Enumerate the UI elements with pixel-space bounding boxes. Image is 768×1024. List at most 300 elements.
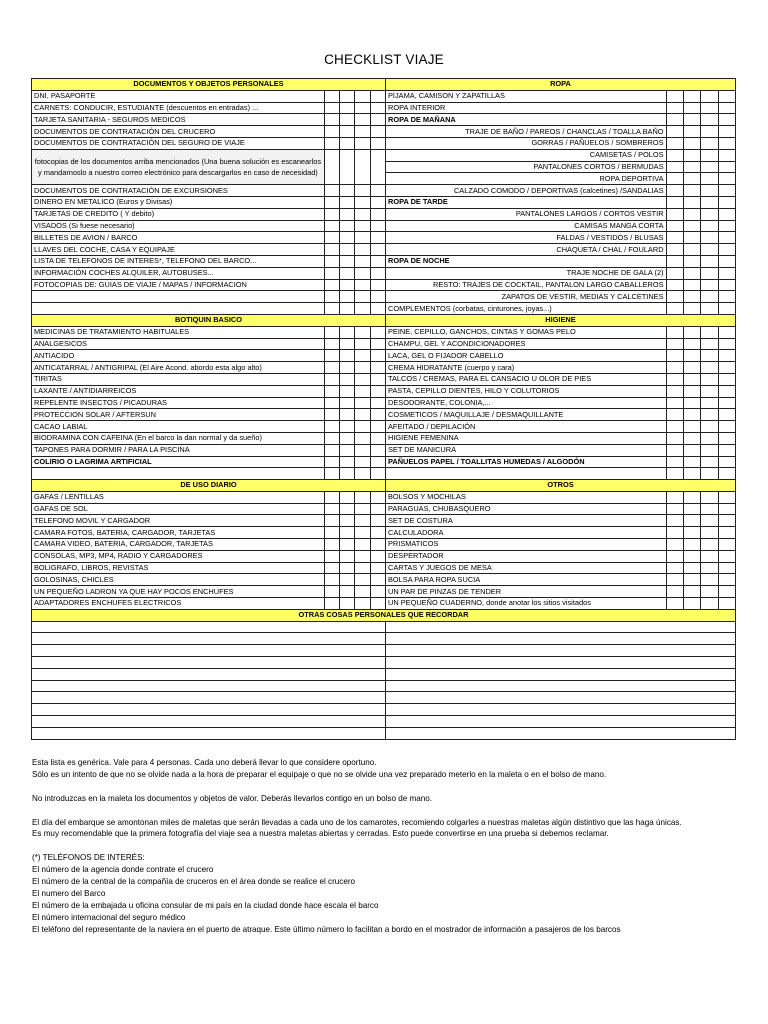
left-checkbox-cell[interactable] [324,137,339,149]
right-checkbox-cell[interactable] [701,303,718,315]
left-checkbox-cell[interactable] [340,102,355,114]
right-checkbox-cell[interactable] [718,126,735,138]
left-checkbox-cell[interactable] [324,232,339,244]
right-checkbox-cell[interactable] [701,102,718,114]
right-checkbox-cell[interactable] [683,362,700,374]
right-checkbox-cell[interactable] [718,373,735,385]
right-checkbox-cell[interactable] [666,149,683,161]
right-checkbox-cell[interactable] [718,385,735,397]
left-checkbox-cell[interactable] [355,444,370,456]
right-checkbox-cell[interactable] [683,409,700,421]
blank-entry-right[interactable] [386,727,736,739]
left-checkbox-cell[interactable] [370,338,385,350]
left-checkbox-cell[interactable] [340,397,355,409]
right-checkbox-cell[interactable] [718,196,735,208]
right-checkbox-cell[interactable] [701,409,718,421]
blank-entry-right[interactable] [386,621,736,633]
right-checkbox-cell[interactable] [701,444,718,456]
left-checkbox-cell[interactable] [370,149,385,184]
right-checkbox-cell[interactable] [683,173,700,185]
left-checkbox-cell[interactable] [355,303,370,315]
right-checkbox-cell[interactable] [701,562,718,574]
right-checkbox-cell[interactable] [718,303,735,315]
right-checkbox-cell[interactable] [718,90,735,102]
left-checkbox-cell[interactable] [324,303,339,315]
right-checkbox-cell[interactable] [683,185,700,197]
left-checkbox-cell[interactable] [370,267,385,279]
left-checkbox-cell[interactable] [340,220,355,232]
right-checkbox-cell[interactable] [718,137,735,149]
right-checkbox-cell[interactable] [718,574,735,586]
left-checkbox-cell[interactable] [370,574,385,586]
right-checkbox-cell[interactable] [701,539,718,551]
right-checkbox-cell[interactable] [701,126,718,138]
left-checkbox-cell[interactable] [355,432,370,444]
left-checkbox-cell[interactable] [370,562,385,574]
left-checkbox-cell[interactable] [355,586,370,598]
left-checkbox-cell[interactable] [340,208,355,220]
blank-entry-left[interactable] [32,645,386,657]
left-checkbox-cell[interactable] [355,468,370,480]
left-checkbox-cell[interactable] [324,527,339,539]
left-checkbox-cell[interactable] [324,114,339,126]
right-checkbox-cell[interactable] [666,421,683,433]
left-checkbox-cell[interactable] [370,444,385,456]
right-checkbox-cell[interactable] [718,338,735,350]
left-checkbox-cell[interactable] [370,586,385,598]
right-checkbox-cell[interactable] [683,598,700,610]
right-checkbox-cell[interactable] [666,255,683,267]
right-checkbox-cell[interactable] [683,385,700,397]
left-checkbox-cell[interactable] [370,126,385,138]
right-checkbox-cell[interactable] [683,303,700,315]
left-checkbox-cell[interactable] [355,255,370,267]
left-checkbox-cell[interactable] [324,208,339,220]
right-checkbox-cell[interactable] [718,149,735,161]
left-checkbox-cell[interactable] [355,574,370,586]
left-checkbox-cell[interactable] [370,279,385,291]
left-checkbox-cell[interactable] [370,232,385,244]
left-checkbox-cell[interactable] [340,503,355,515]
right-checkbox-cell[interactable] [718,185,735,197]
left-checkbox-cell[interactable] [370,303,385,315]
left-checkbox-cell[interactable] [370,373,385,385]
right-checkbox-cell[interactable] [666,527,683,539]
right-checkbox-cell[interactable] [683,279,700,291]
right-checkbox-cell[interactable] [701,491,718,503]
left-checkbox-cell[interactable] [324,444,339,456]
left-checkbox-cell[interactable] [355,126,370,138]
right-checkbox-cell[interactable] [666,137,683,149]
left-checkbox-cell[interactable] [370,137,385,149]
blank-entry-left[interactable] [32,716,386,728]
blank-entry-left[interactable] [32,657,386,669]
right-checkbox-cell[interactable] [718,586,735,598]
right-checkbox-cell[interactable] [666,550,683,562]
right-checkbox-cell[interactable] [666,114,683,126]
blank-entry-right[interactable] [386,633,736,645]
right-checkbox-cell[interactable] [683,350,700,362]
right-checkbox-cell[interactable] [683,515,700,527]
left-checkbox-cell[interactable] [355,244,370,256]
right-checkbox-cell[interactable] [701,232,718,244]
blank-entry-right[interactable] [386,645,736,657]
right-checkbox-cell[interactable] [666,267,683,279]
right-checkbox-cell[interactable] [718,102,735,114]
right-checkbox-cell[interactable] [683,291,700,303]
right-checkbox-cell[interactable] [666,562,683,574]
right-checkbox-cell[interactable] [666,232,683,244]
left-checkbox-cell[interactable] [340,303,355,315]
left-checkbox-cell[interactable] [370,114,385,126]
right-checkbox-cell[interactable] [701,196,718,208]
left-checkbox-cell[interactable] [370,90,385,102]
left-checkbox-cell[interactable] [355,527,370,539]
left-checkbox-cell[interactable] [324,326,339,338]
right-checkbox-cell[interactable] [718,220,735,232]
right-checkbox-cell[interactable] [718,161,735,173]
right-checkbox-cell[interactable] [683,421,700,433]
right-checkbox-cell[interactable] [701,90,718,102]
left-checkbox-cell[interactable] [324,267,339,279]
left-checkbox-cell[interactable] [370,185,385,197]
left-checkbox-cell[interactable] [340,350,355,362]
left-checkbox-cell[interactable] [340,279,355,291]
blank-entry-right[interactable] [386,692,736,704]
left-checkbox-cell[interactable] [324,102,339,114]
left-checkbox-cell[interactable] [324,90,339,102]
left-checkbox-cell[interactable] [340,491,355,503]
left-checkbox-cell[interactable] [340,527,355,539]
right-checkbox-cell[interactable] [718,562,735,574]
right-checkbox-cell[interactable] [701,149,718,161]
left-checkbox-cell[interactable] [324,468,339,480]
right-checkbox-cell[interactable] [701,421,718,433]
right-checkbox-cell[interactable] [718,350,735,362]
right-checkbox-cell[interactable] [701,362,718,374]
right-checkbox-cell[interactable] [666,409,683,421]
right-checkbox-cell[interactable] [683,468,700,480]
right-checkbox-cell[interactable] [718,527,735,539]
right-checkbox-cell[interactable] [701,574,718,586]
left-checkbox-cell[interactable] [324,373,339,385]
right-checkbox-cell[interactable] [666,456,683,468]
right-checkbox-cell[interactable] [718,397,735,409]
left-checkbox-cell[interactable] [370,350,385,362]
left-checkbox-cell[interactable] [355,421,370,433]
left-checkbox-cell[interactable] [324,397,339,409]
right-checkbox-cell[interactable] [683,373,700,385]
left-checkbox-cell[interactable] [324,149,339,184]
right-checkbox-cell[interactable] [718,598,735,610]
right-checkbox-cell[interactable] [701,503,718,515]
right-checkbox-cell[interactable] [683,456,700,468]
right-checkbox-cell[interactable] [666,503,683,515]
left-checkbox-cell[interactable] [340,244,355,256]
right-checkbox-cell[interactable] [683,149,700,161]
left-checkbox-cell[interactable] [340,468,355,480]
right-checkbox-cell[interactable] [701,244,718,256]
right-checkbox-cell[interactable] [666,350,683,362]
right-checkbox-cell[interactable] [718,244,735,256]
right-checkbox-cell[interactable] [701,550,718,562]
left-checkbox-cell[interactable] [355,598,370,610]
right-checkbox-cell[interactable] [718,503,735,515]
right-checkbox-cell[interactable] [701,515,718,527]
right-checkbox-cell[interactable] [683,161,700,173]
left-checkbox-cell[interactable] [340,373,355,385]
left-checkbox-cell[interactable] [370,456,385,468]
right-checkbox-cell[interactable] [683,562,700,574]
left-checkbox-cell[interactable] [340,291,355,303]
right-checkbox-cell[interactable] [718,255,735,267]
left-checkbox-cell[interactable] [340,90,355,102]
right-checkbox-cell[interactable] [666,385,683,397]
right-checkbox-cell[interactable] [683,326,700,338]
left-checkbox-cell[interactable] [355,385,370,397]
left-checkbox-cell[interactable] [324,456,339,468]
right-checkbox-cell[interactable] [701,220,718,232]
left-checkbox-cell[interactable] [370,515,385,527]
left-checkbox-cell[interactable] [324,574,339,586]
left-checkbox-cell[interactable] [340,267,355,279]
left-checkbox-cell[interactable] [324,421,339,433]
right-checkbox-cell[interactable] [666,126,683,138]
right-checkbox-cell[interactable] [718,232,735,244]
right-checkbox-cell[interactable] [666,279,683,291]
left-checkbox-cell[interactable] [340,598,355,610]
right-checkbox-cell[interactable] [701,137,718,149]
right-checkbox-cell[interactable] [701,468,718,480]
left-checkbox-cell[interactable] [340,185,355,197]
left-checkbox-cell[interactable] [370,503,385,515]
left-checkbox-cell[interactable] [324,350,339,362]
right-checkbox-cell[interactable] [718,173,735,185]
right-checkbox-cell[interactable] [701,185,718,197]
left-checkbox-cell[interactable] [324,279,339,291]
right-checkbox-cell[interactable] [701,598,718,610]
left-checkbox-cell[interactable] [355,279,370,291]
right-checkbox-cell[interactable] [701,161,718,173]
right-checkbox-cell[interactable] [683,102,700,114]
left-checkbox-cell[interactable] [370,432,385,444]
right-checkbox-cell[interactable] [701,114,718,126]
left-checkbox-cell[interactable] [340,550,355,562]
blank-entry-right[interactable] [386,668,736,680]
left-checkbox-cell[interactable] [324,586,339,598]
left-checkbox-cell[interactable] [324,598,339,610]
left-checkbox-cell[interactable] [355,550,370,562]
right-checkbox-cell[interactable] [683,550,700,562]
left-checkbox-cell[interactable] [340,409,355,421]
blank-entry-left[interactable] [32,668,386,680]
left-checkbox-cell[interactable] [355,267,370,279]
right-checkbox-cell[interactable] [683,196,700,208]
blank-entry-left[interactable] [32,633,386,645]
right-checkbox-cell[interactable] [718,267,735,279]
left-checkbox-cell[interactable] [324,491,339,503]
left-checkbox-cell[interactable] [355,456,370,468]
left-checkbox-cell[interactable] [370,220,385,232]
right-checkbox-cell[interactable] [683,267,700,279]
left-checkbox-cell[interactable] [370,468,385,480]
right-checkbox-cell[interactable] [666,574,683,586]
blank-entry-right[interactable] [386,657,736,669]
right-checkbox-cell[interactable] [718,468,735,480]
left-checkbox-cell[interactable] [370,539,385,551]
left-checkbox-cell[interactable] [370,255,385,267]
right-checkbox-cell[interactable] [701,267,718,279]
left-checkbox-cell[interactable] [370,598,385,610]
left-checkbox-cell[interactable] [370,196,385,208]
right-checkbox-cell[interactable] [683,503,700,515]
right-checkbox-cell[interactable] [718,326,735,338]
right-checkbox-cell[interactable] [666,208,683,220]
left-checkbox-cell[interactable] [370,326,385,338]
left-checkbox-cell[interactable] [355,539,370,551]
blank-entry-left[interactable] [32,704,386,716]
right-checkbox-cell[interactable] [666,598,683,610]
right-checkbox-cell[interactable] [666,161,683,173]
blank-entry-left[interactable] [32,692,386,704]
right-checkbox-cell[interactable] [718,362,735,374]
right-checkbox-cell[interactable] [666,432,683,444]
right-checkbox-cell[interactable] [666,326,683,338]
right-checkbox-cell[interactable] [666,303,683,315]
right-checkbox-cell[interactable] [701,291,718,303]
left-checkbox-cell[interactable] [355,491,370,503]
left-checkbox-cell[interactable] [370,362,385,374]
right-checkbox-cell[interactable] [666,173,683,185]
blank-entry-right[interactable] [386,716,736,728]
left-checkbox-cell[interactable] [340,232,355,244]
right-checkbox-cell[interactable] [666,90,683,102]
right-checkbox-cell[interactable] [666,373,683,385]
left-checkbox-cell[interactable] [324,515,339,527]
left-checkbox-cell[interactable] [340,149,355,184]
left-checkbox-cell[interactable] [340,421,355,433]
right-checkbox-cell[interactable] [666,362,683,374]
left-checkbox-cell[interactable] [355,137,370,149]
right-checkbox-cell[interactable] [683,232,700,244]
right-checkbox-cell[interactable] [666,586,683,598]
right-checkbox-cell[interactable] [666,491,683,503]
left-checkbox-cell[interactable] [355,196,370,208]
blank-entry-left[interactable] [32,680,386,692]
left-checkbox-cell[interactable] [370,208,385,220]
blank-entry-left[interactable] [32,727,386,739]
right-checkbox-cell[interactable] [701,279,718,291]
right-checkbox-cell[interactable] [683,220,700,232]
left-checkbox-cell[interactable] [355,114,370,126]
right-checkbox-cell[interactable] [718,291,735,303]
left-checkbox-cell[interactable] [324,409,339,421]
blank-entry-right[interactable] [386,680,736,692]
left-checkbox-cell[interactable] [324,562,339,574]
left-checkbox-cell[interactable] [324,432,339,444]
left-checkbox-cell[interactable] [370,527,385,539]
left-checkbox-cell[interactable] [340,574,355,586]
right-checkbox-cell[interactable] [701,326,718,338]
left-checkbox-cell[interactable] [324,291,339,303]
blank-entry-right[interactable] [386,704,736,716]
left-checkbox-cell[interactable] [370,421,385,433]
left-checkbox-cell[interactable] [355,373,370,385]
left-checkbox-cell[interactable] [324,503,339,515]
left-checkbox-cell[interactable] [340,539,355,551]
left-checkbox-cell[interactable] [355,515,370,527]
right-checkbox-cell[interactable] [683,90,700,102]
right-checkbox-cell[interactable] [718,421,735,433]
left-checkbox-cell[interactable] [340,385,355,397]
left-checkbox-cell[interactable] [370,491,385,503]
left-checkbox-cell[interactable] [340,137,355,149]
right-checkbox-cell[interactable] [683,126,700,138]
right-checkbox-cell[interactable] [701,432,718,444]
left-checkbox-cell[interactable] [324,255,339,267]
left-checkbox-cell[interactable] [324,126,339,138]
right-checkbox-cell[interactable] [666,244,683,256]
left-checkbox-cell[interactable] [355,362,370,374]
left-checkbox-cell[interactable] [324,220,339,232]
left-checkbox-cell[interactable] [324,362,339,374]
left-checkbox-cell[interactable] [370,291,385,303]
left-checkbox-cell[interactable] [355,90,370,102]
left-checkbox-cell[interactable] [340,196,355,208]
right-checkbox-cell[interactable] [701,350,718,362]
left-checkbox-cell[interactable] [355,185,370,197]
right-checkbox-cell[interactable] [718,456,735,468]
left-checkbox-cell[interactable] [355,397,370,409]
right-checkbox-cell[interactable] [666,539,683,551]
right-checkbox-cell[interactable] [683,255,700,267]
right-checkbox-cell[interactable] [683,244,700,256]
right-checkbox-cell[interactable] [683,491,700,503]
left-checkbox-cell[interactable] [324,539,339,551]
left-checkbox-cell[interactable] [340,444,355,456]
right-checkbox-cell[interactable] [666,220,683,232]
left-checkbox-cell[interactable] [355,220,370,232]
left-checkbox-cell[interactable] [340,362,355,374]
right-checkbox-cell[interactable] [701,373,718,385]
right-checkbox-cell[interactable] [701,527,718,539]
left-checkbox-cell[interactable] [324,385,339,397]
left-checkbox-cell[interactable] [355,291,370,303]
right-checkbox-cell[interactable] [701,456,718,468]
left-checkbox-cell[interactable] [324,244,339,256]
right-checkbox-cell[interactable] [683,338,700,350]
right-checkbox-cell[interactable] [666,102,683,114]
left-checkbox-cell[interactable] [355,409,370,421]
left-checkbox-cell[interactable] [355,326,370,338]
right-checkbox-cell[interactable] [718,409,735,421]
right-checkbox-cell[interactable] [718,432,735,444]
right-checkbox-cell[interactable] [683,208,700,220]
right-checkbox-cell[interactable] [683,539,700,551]
left-checkbox-cell[interactable] [340,114,355,126]
right-checkbox-cell[interactable] [683,114,700,126]
right-checkbox-cell[interactable] [701,173,718,185]
right-checkbox-cell[interactable] [701,255,718,267]
right-checkbox-cell[interactable] [683,444,700,456]
left-checkbox-cell[interactable] [370,397,385,409]
left-checkbox-cell[interactable] [340,255,355,267]
right-checkbox-cell[interactable] [718,491,735,503]
left-checkbox-cell[interactable] [370,409,385,421]
left-checkbox-cell[interactable] [340,432,355,444]
right-checkbox-cell[interactable] [683,432,700,444]
left-checkbox-cell[interactable] [355,350,370,362]
